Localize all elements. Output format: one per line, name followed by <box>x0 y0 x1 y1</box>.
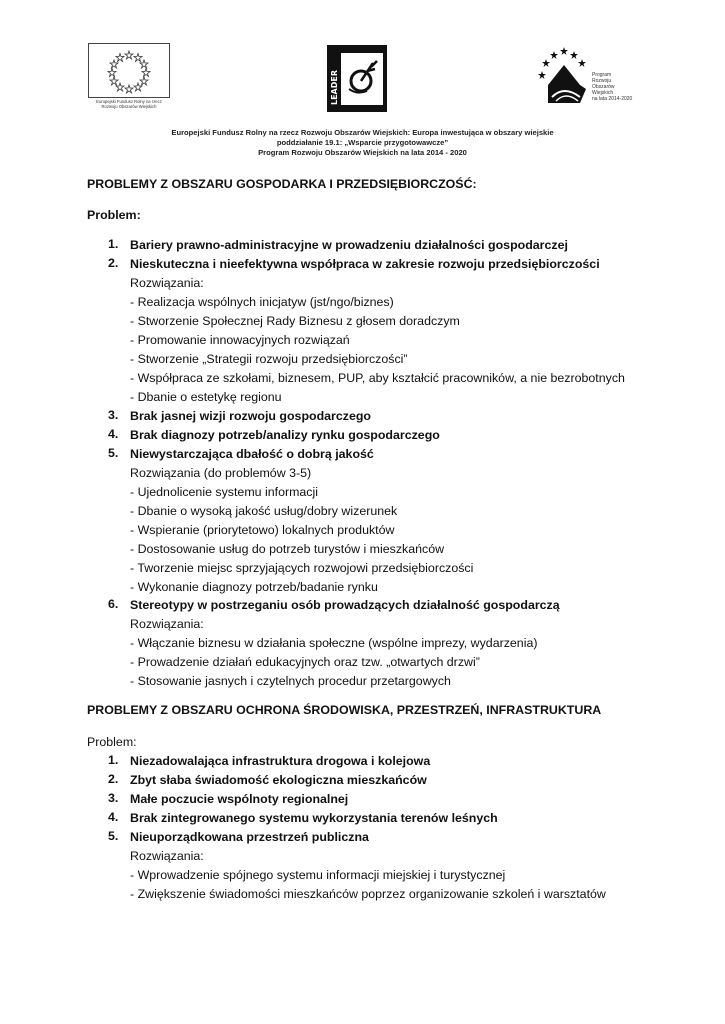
solution-line: - Włączanie biznesu w działania społeczne (wspólne imprezy, wydarzenia) <box>130 636 538 650</box>
problem-number: 5. <box>108 829 119 843</box>
solutions-label: Rozwiązania (do problemów 3-5) <box>130 466 312 480</box>
section-2-title: PROBLEMY Z OBSZARU OCHRONA ŚRODOWISKA, PRZESTRZEŃ, INFRASTRUKTURA <box>87 703 602 717</box>
problem-number: 5. <box>108 446 119 460</box>
problem-number: 2. <box>108 256 119 270</box>
header-line-3: Program Rozwoju Obszarów Wiejskich na lata 2014 - 2020 <box>258 148 467 157</box>
solution-line: - Tworzenie miejsc sprzyjających rozwojowi przedsiębiorczości <box>130 561 474 575</box>
problem-item: Stereotypy w postrzeganiu osób prowadzących działalność gospodarczą <box>130 598 560 612</box>
solution-line: - Zwiększenie świadomości mieszkańców poprzez organizowanie szkoleń i warsztatów <box>130 887 606 901</box>
problem-item: Małe poczucie wspólnoty regionalnej <box>130 792 349 806</box>
solutions-label: Rozwiązania: <box>130 849 204 863</box>
problem-number: 3. <box>108 791 119 805</box>
solution-line: - Stworzenie „Strategii rozwoju przedsiębiorczości” <box>130 352 408 366</box>
solution-line: - Stosowanie jasnych i czytelnych procedur przetargowych <box>130 674 451 688</box>
solution-line: - Ujednolicenie systemu informacji <box>130 485 318 499</box>
solutions-label: Rozwiązania: <box>130 276 204 290</box>
eu-logo <box>88 43 170 111</box>
solution-line: - Realizacja wspólnych inicjatyw (jst/ngo/biznes) <box>130 295 394 309</box>
problem-number: 1. <box>108 237 119 251</box>
solution-line: - Stworzenie Społecznej Rady Biznesu z głosem doradczym <box>130 314 460 328</box>
solution-line: - Prowadzenie działań edukacyjnych oraz tzw. „otwartych drzwi” <box>130 655 480 669</box>
problem-number: 4. <box>108 427 119 441</box>
problem-item: Brak diagnozy potrzeb/analizy rynku gospodarczego <box>130 428 440 442</box>
solution-line: - Wykonanie diagnozy potrzeb/badanie rynku <box>130 580 378 594</box>
problem-item: Zbyt słaba świadomość ekologiczna mieszkańców <box>130 773 427 787</box>
solution-line: - Współpraca ze szkołami, biznesem, PUP, aby kształcić pracowników, a nie bezrobotnych <box>130 371 625 385</box>
prow-caption: Program Rozwoju Obszarów Wiejskich na lata 2014-2020 <box>592 72 633 102</box>
solution-line: - Dostosowanie usług do potrzeb turystów i mieszkańców <box>130 542 445 556</box>
solution-line: - Wprowadzenie spójnego systemu informacji miejskiej i turystycznej <box>130 868 506 882</box>
header-line-2: poddziałanie 19.1: „Wsparcie przygotowawcze” <box>276 138 449 147</box>
problem-item: Brak jasnej wizji rozwoju gospodarczego <box>130 409 371 423</box>
solution-line: - Dbanie o wysoką jakość usług/dobry wizerunek <box>130 504 398 518</box>
leader-text: LEADER <box>330 69 339 105</box>
problem-number: 1. <box>108 753 119 767</box>
header-line-1: Europejski Fundusz Rolny na rzecz Rozwoju Obszarów Wiejskich: Europa inwestująca w obszary wiejskie <box>171 128 554 137</box>
solution-line: - Dbanie o estetykę regionu <box>130 390 282 404</box>
problem-number: 2. <box>108 772 119 786</box>
problem-item: Nieskuteczna i nieefektywna współpraca w zakresie rozwoju przedsiębiorczości <box>130 257 600 271</box>
problem-item: Nieuporządkowana przestrzeń publiczna <box>130 830 369 844</box>
solutions-label: Rozwiązania: <box>130 617 204 631</box>
eu-caption: Europejski Fundusz Rolny na rzecz Rozwoju Obszarów Wiejskich <box>96 99 162 109</box>
solution-line: - Wspieranie (priorytetowo) lokalnych produktów <box>130 523 395 537</box>
problem-item: Niewystarczająca dbałość o dobrą jakość <box>130 447 374 461</box>
problem-number: 6. <box>108 597 119 611</box>
section-1-problem-label: Problem: <box>87 208 141 222</box>
problem-number: 4. <box>108 810 119 824</box>
document-header <box>0 128 725 158</box>
solution-line: - Promowanie innowacyjnych rozwiązań <box>130 333 350 347</box>
section-1-title: PROBLEMY Z OBSZARU GOSPODARKA I PRZEDSIĘBIORCZOŚĆ: <box>87 177 477 191</box>
problem-item: Bariery prawno-administracyjne w prowadzeniu działalności gospodarczej <box>130 238 568 252</box>
problem-item: Niezadowalająca infrastruktura drogowa i kolejowa <box>130 754 431 768</box>
section-2-problem-label: Problem: <box>87 735 137 749</box>
problem-number: 3. <box>108 408 119 422</box>
problem-item: Brak zintegrowanego systemu wykorzystania terenów leśnych <box>130 811 498 825</box>
leader-logo <box>327 45 387 112</box>
eu-flag-icon <box>88 43 170 98</box>
